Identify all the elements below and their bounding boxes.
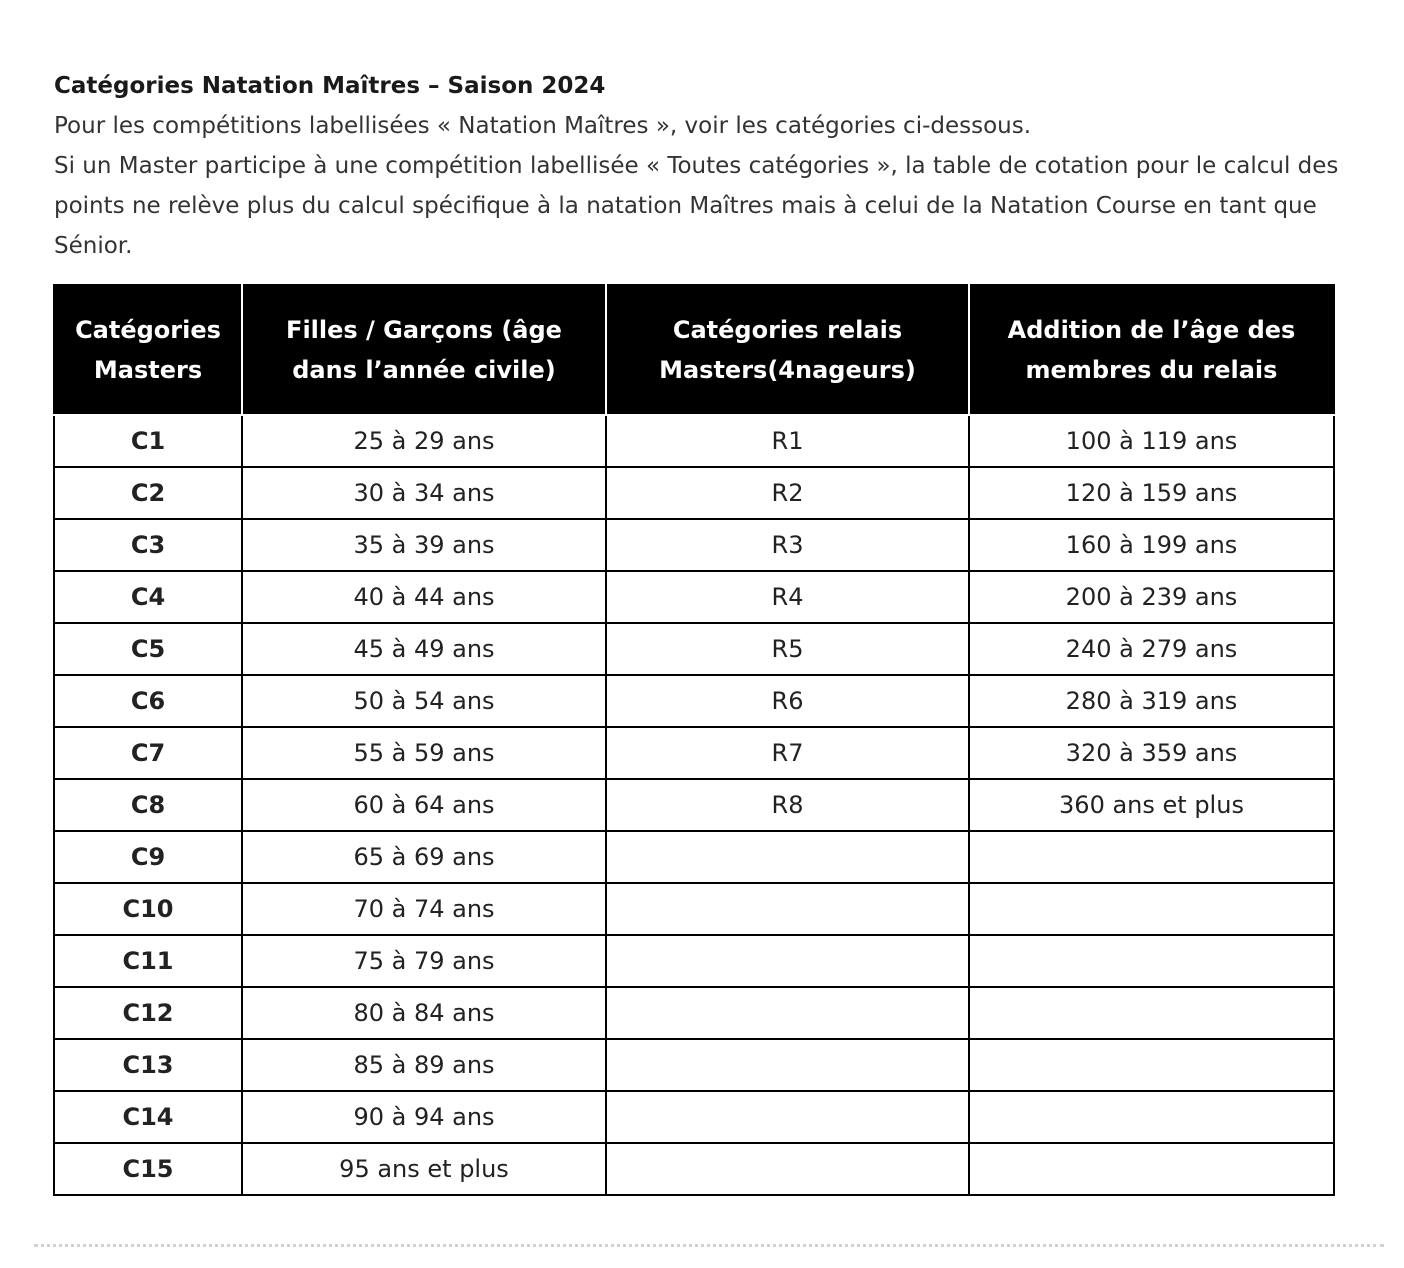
relay-age-sum-cell xyxy=(969,1091,1334,1143)
category-cell: C5 xyxy=(54,623,242,675)
table-row xyxy=(54,519,1334,571)
page-title: Catégories Natation Maîtres – Saison 2024 xyxy=(54,73,606,99)
category-cell: C1 xyxy=(54,415,242,467)
age-range-cell: 90 à 94 ans xyxy=(242,1091,606,1143)
age-range-cell: 95 ans et plus xyxy=(242,1143,606,1195)
relay-age-sum-cell: 160 à 199 ans xyxy=(969,519,1334,571)
age-range-cell: 25 à 29 ans xyxy=(242,415,606,467)
category-cell: C6 xyxy=(54,675,242,727)
table-row xyxy=(54,467,1334,519)
table-row xyxy=(54,1039,1334,1091)
header-relay-age-sum: Addition de l’âge des membres du relais xyxy=(969,285,1334,415)
section-divider xyxy=(34,1244,1384,1247)
relay-age-sum-cell: 280 à 319 ans xyxy=(969,675,1334,727)
relay-age-sum-cell xyxy=(969,1143,1334,1195)
relay-category-cell: R4 xyxy=(606,571,969,623)
age-range-cell: 65 à 69 ans xyxy=(242,831,606,883)
table-row xyxy=(54,415,1334,467)
relay-age-sum-cell: 320 à 359 ans xyxy=(969,727,1334,779)
intro-paragraph-2: Si un Master participe à une compétition labellisée « Toutes catégories », la table de cotation pour le calcul des points ne relève plus du calcul spécifique à la natation Maîtres mais à celui de la Natation Course en tant que Sénior. xyxy=(54,153,1339,259)
categories-table xyxy=(53,284,1335,1196)
table-row xyxy=(54,623,1334,675)
relay-age-sum-cell: 120 à 159 ans xyxy=(969,467,1334,519)
header-row xyxy=(54,285,1334,415)
relay-age-sum-cell: 360 ans et plus xyxy=(969,779,1334,831)
relay-age-sum-cell: 240 à 279 ans xyxy=(969,623,1334,675)
relay-category-cell xyxy=(606,1039,969,1091)
relay-age-sum-cell: 100 à 119 ans xyxy=(969,415,1334,467)
table-header xyxy=(54,285,1334,415)
relay-age-sum-cell xyxy=(969,987,1334,1039)
relay-category-cell: R2 xyxy=(606,467,969,519)
relay-category-cell xyxy=(606,935,969,987)
category-cell: C10 xyxy=(54,883,242,935)
age-range-cell: 85 à 89 ans xyxy=(242,1039,606,1091)
age-range-cell: 45 à 49 ans xyxy=(242,623,606,675)
relay-category-cell: R3 xyxy=(606,519,969,571)
age-range-cell: 70 à 74 ans xyxy=(242,883,606,935)
article-intro xyxy=(54,66,1364,266)
relay-category-cell: R8 xyxy=(606,779,969,831)
category-cell: C3 xyxy=(54,519,242,571)
table-body xyxy=(54,415,1334,1195)
age-range-cell: 55 à 59 ans xyxy=(242,727,606,779)
relay-category-cell: R6 xyxy=(606,675,969,727)
relay-category-cell xyxy=(606,883,969,935)
relay-age-sum-cell xyxy=(969,1039,1334,1091)
table-row xyxy=(54,675,1334,727)
intro-paragraph-1: Pour les compétitions labellisées « Natation Maîtres », voir les catégories ci-dessous. xyxy=(54,113,1032,139)
relay-age-sum-cell xyxy=(969,883,1334,935)
relay-category-cell: R1 xyxy=(606,415,969,467)
category-cell: C12 xyxy=(54,987,242,1039)
header-relay-categories: Catégories relais Masters(4nageurs) xyxy=(606,285,969,415)
table-row xyxy=(54,571,1334,623)
table-row xyxy=(54,883,1334,935)
relay-age-sum-cell: 200 à 239 ans xyxy=(969,571,1334,623)
relay-category-cell xyxy=(606,1143,969,1195)
category-cell: C2 xyxy=(54,467,242,519)
header-age-group: Filles / Garçons (âge dans l’année civile) xyxy=(242,285,606,415)
category-cell: C13 xyxy=(54,1039,242,1091)
category-cell: C8 xyxy=(54,779,242,831)
relay-category-cell: R5 xyxy=(606,623,969,675)
age-range-cell: 35 à 39 ans xyxy=(242,519,606,571)
category-cell: C7 xyxy=(54,727,242,779)
category-cell: C15 xyxy=(54,1143,242,1195)
age-range-cell: 40 à 44 ans xyxy=(242,571,606,623)
age-range-cell: 75 à 79 ans xyxy=(242,935,606,987)
category-cell: C14 xyxy=(54,1091,242,1143)
age-range-cell: 60 à 64 ans xyxy=(242,779,606,831)
relay-age-sum-cell xyxy=(969,935,1334,987)
relay-category-cell xyxy=(606,1091,969,1143)
table-row xyxy=(54,987,1334,1039)
table-row xyxy=(54,935,1334,987)
relay-category-cell xyxy=(606,987,969,1039)
age-range-cell: 30 à 34 ans xyxy=(242,467,606,519)
age-range-cell: 50 à 54 ans xyxy=(242,675,606,727)
header-categories-masters: Catégories Masters xyxy=(54,285,242,415)
category-cell: C11 xyxy=(54,935,242,987)
age-range-cell: 80 à 84 ans xyxy=(242,987,606,1039)
category-cell: C9 xyxy=(54,831,242,883)
table-row xyxy=(54,779,1334,831)
table-row xyxy=(54,831,1334,883)
relay-age-sum-cell xyxy=(969,831,1334,883)
category-cell: C4 xyxy=(54,571,242,623)
table-row xyxy=(54,727,1334,779)
relay-category-cell: R7 xyxy=(606,727,969,779)
table-row xyxy=(54,1091,1334,1143)
relay-category-cell xyxy=(606,831,969,883)
table-row xyxy=(54,1143,1334,1195)
